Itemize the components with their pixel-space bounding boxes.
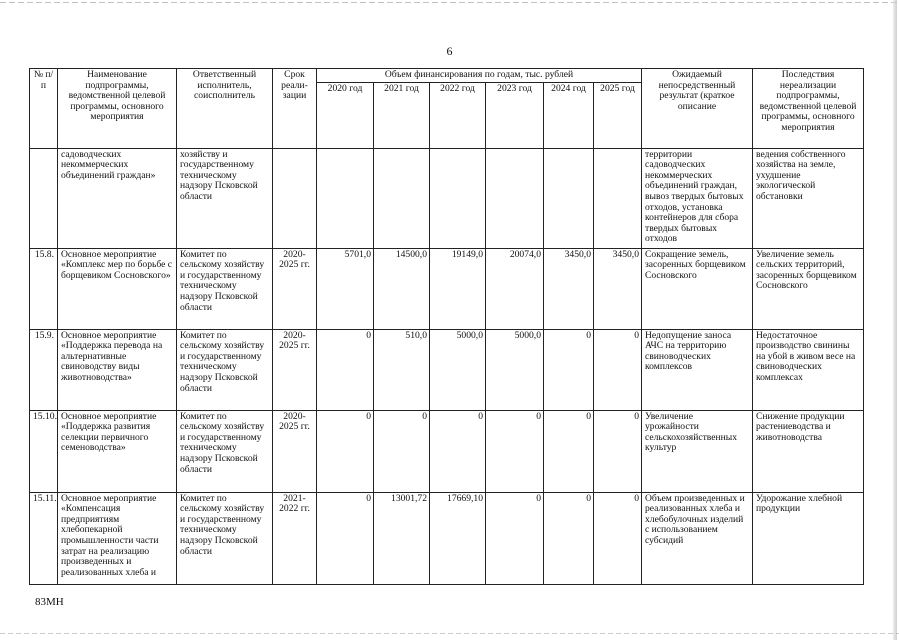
row-name: Основное мероприятие «Компенсация предприятиям хлебопекарной промышленности части затрат на реализацию произведенных и реализованных хлеба и [58,492,177,584]
row-term: 2020-2025 гг. [273,329,317,410]
scan-edge-bottom [0,633,899,634]
header-name: Наименование подпрограммы, ведомственной целевой программы, основного мероприятия [58,69,177,149]
header-year-2024: 2024 год [544,82,594,148]
row-funding-2025: 0 [594,410,642,492]
row-funding-2024: 0 [544,329,594,410]
table-row [30,329,864,410]
page-number: 6 [446,44,453,58]
row-funding-2020: 0 [317,329,374,410]
row-funding-2022: 17669,10 [430,492,486,584]
row-funding-2022: 0 [430,410,486,492]
row-name: Основное мероприятие «Комплекс мер по борьбе с борщевиком Сосновского» [58,248,177,329]
row-funding-2024: 0 [544,410,594,492]
header-year-2022: 2022 год [430,82,486,148]
header-year-2023: 2023 год [486,82,544,148]
header-consequences: Последствия нереализации подпрограммы, ведомственной целевой программы, основного мероприятия [753,69,864,149]
header-result: Ожидаемый непосредственный результат (краткое описание [642,69,753,149]
row-funding-2020: 0 [317,410,374,492]
row-funding-2023: 0 [486,410,544,492]
row-name: садоводческих некоммерческих объединений граждан» [58,148,177,248]
row-term: 2021-2022 гг. [273,492,317,584]
row-funding-2020: 5701,0 [317,248,374,329]
row-funding-2022: 5000,0 [430,329,486,410]
row-funding-2021: 14500,0 [374,248,430,329]
row-funding-2023: 0 [486,492,544,584]
row-name: Основное мероприятие «Поддержка перевода на альтернативные свиноводству виды животноводства» [58,329,177,410]
row-name: Основное мероприятие «Поддержка развития селекции первичного семеноводства» [58,410,177,492]
table-row [30,410,864,492]
table-row [30,248,864,329]
row-funding-2024: 0 [544,492,594,584]
row-num: 15.10. [30,410,58,492]
row-funding-2025 [594,148,642,248]
header-year-2020: 2020 год [317,82,374,148]
row-funding-2021: 13001,72 [374,492,430,584]
row-funding-2025: 0 [594,492,642,584]
row-term: 2020-2025 гг. [273,248,317,329]
row-consequences: Увеличение земель сельских территорий, засоренных борщевиком Сосновского [753,248,864,329]
row-funding-2024: 3450,0 [544,248,594,329]
row-funding-2022: 19149,0 [430,248,486,329]
row-funding-2024 [544,148,594,248]
row-funding-2020 [317,148,374,248]
row-funding-2020: 0 [317,492,374,584]
row-funding-2022 [430,148,486,248]
row-result: Объем произведенных и реализованных хлеба и хлебобулочных изделий с использованием субсидий [642,492,753,584]
row-num: 15.8. [30,248,58,329]
row-responsible: хозяйству и государственному техническому надзору Псковской области [177,148,273,248]
row-num: 15.9. [30,329,58,410]
row-consequences: Снижение продукции растениеводства и животноводства [753,410,864,492]
row-funding-2023 [486,148,544,248]
row-funding-2021: 0 [374,410,430,492]
header-responsible: Ответственный исполнитель, соисполнитель [177,69,273,149]
header-funding-group: Объем финансирования по годам, тыс. рублей [317,69,642,83]
table-row [30,148,864,248]
row-funding-2023: 5000,0 [486,329,544,410]
scan-edge-top [0,2,899,3]
row-result: Недопущение заноса АЧС на территорию свиноводческих комплексов [642,329,753,410]
row-consequences: Недостаточное производство свинины на убой в живом весе на свиноводческих комплексах [753,329,864,410]
footer-code: 83МН [35,596,64,608]
row-consequences: ведения собственного хозяйства на земле, ухудшение экологической обстановки [753,148,864,248]
row-result: территории садоводческих некоммерческих объединений граждан, вывоз твердых бытовых отходов, установка контейнеров для сбора твердых бытовых отходов [642,148,753,248]
header-term: Срок реали-зации [273,69,317,149]
header-year-2025: 2025 год [594,82,642,148]
row-funding-2021: 510,0 [374,329,430,410]
row-funding-2025: 0 [594,329,642,410]
row-result: Сокращение земель, засоренных борщевиком Сосновского [642,248,753,329]
row-funding-2021 [374,148,430,248]
row-term [273,148,317,248]
row-responsible: Комитет по сельскому хозяйству и государственному техническому надзору Псковской области [177,248,273,329]
funding-table [29,68,864,585]
row-responsible: Комитет по сельскому хозяйству и государственному техническому надзору Псковской области [177,410,273,492]
row-result: Увеличение урожайности сельскохозяйственных культур [642,410,753,492]
scan-edge-right [893,0,897,640]
table-row [30,492,864,584]
row-funding-2023: 20074,0 [486,248,544,329]
header-num: № п/п [30,69,58,149]
row-funding-2025: 3450,0 [594,248,642,329]
row-responsible: Комитет по сельскому хозяйству и государственному техническому надзору Псковской области [177,329,273,410]
row-consequences: Удорожание хлебной продукции [753,492,864,584]
row-term: 2020-2025 гг. [273,410,317,492]
header-year-2021: 2021 год [374,82,430,148]
row-num [30,148,58,248]
row-responsible: Комитет по сельскому хозяйству и государственному техническому надзору Псковской области [177,492,273,584]
row-num: 15.11. [30,492,58,584]
